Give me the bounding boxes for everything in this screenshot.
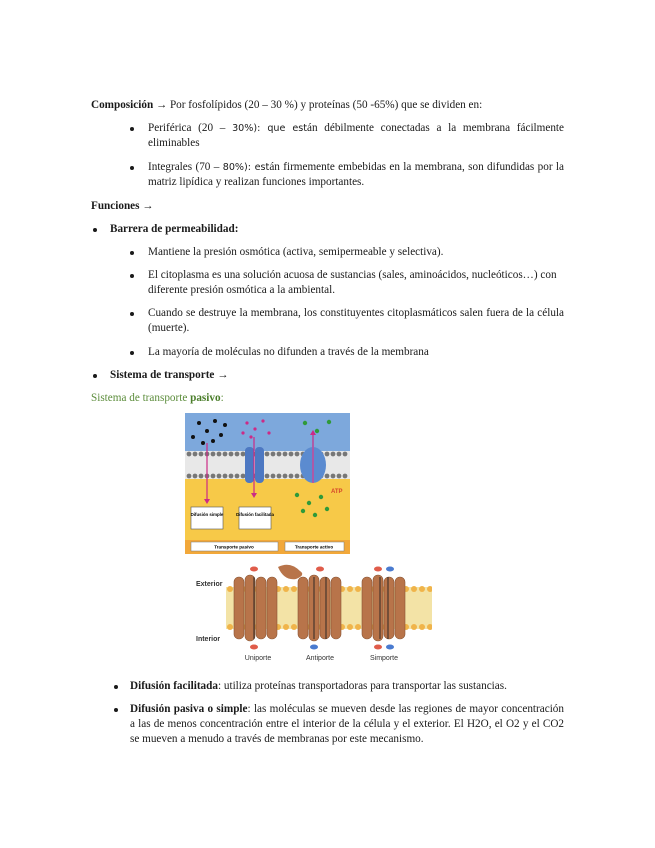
sistema-line xyxy=(110,368,228,383)
difusion-facilitada-text: : utiliza proteínas transportadoras para transportar las sustancias. xyxy=(217,680,507,692)
item-prefix: Periférica (20 – xyxy=(148,122,233,134)
difusion-pasiva-label: Difusión pasiva o simple xyxy=(130,703,248,715)
simporte-label: Simporte xyxy=(369,655,399,662)
barrera-label: Barrera de permeabilidad: xyxy=(110,223,239,235)
funciones-label: Funciones xyxy=(91,200,140,212)
bullet-icon xyxy=(93,374,97,378)
box-difusion-facilitada xyxy=(239,507,271,529)
difusion-facilitada-item xyxy=(130,679,564,694)
item-prefix: Integrales (70 – xyxy=(148,161,223,173)
bullet-icon xyxy=(93,228,97,232)
arrow-icon: → xyxy=(217,369,229,381)
interior-label: Interior xyxy=(196,636,221,643)
atp-label: ATP xyxy=(331,489,343,495)
box-difusion-simple-label: Difusión simple xyxy=(190,512,224,517)
barrera-item-4: La mayoría de moléculas no difunden a través de la membrana xyxy=(148,346,429,358)
transporte-pasivo-label: Transporte pasivo xyxy=(214,544,254,550)
transporte-activo-label: Transporte activo xyxy=(294,544,334,550)
bullet-icon xyxy=(130,274,134,278)
antiporte-label: Antiporte xyxy=(305,655,335,662)
list-item-integrales xyxy=(148,160,564,190)
bullet-icon xyxy=(130,166,134,170)
arrow-icon: → xyxy=(142,200,154,212)
transporter-figure xyxy=(196,563,432,665)
composicion-label: Composición xyxy=(91,99,154,111)
pasivo-prefix: Sistema de transporte xyxy=(91,392,191,404)
exterior-label: Exterior xyxy=(196,581,223,588)
bullet-icon xyxy=(130,351,134,355)
barrera-item-2: El citoplasma es una solución acuosa de sustancias (sales, aminoácidos, nucleóticos…) con diferente presión osmótica a la ambiental. xyxy=(148,269,557,296)
box-difusion-facilitada-label: Difusión facilitada xyxy=(236,512,274,517)
arrow-icon: → xyxy=(155,99,168,111)
sistema-label: Sistema de transporte xyxy=(110,369,215,381)
composicion-line xyxy=(91,98,571,113)
bullet-icon xyxy=(114,708,118,712)
box-difusion-simple xyxy=(191,507,223,529)
uniporte-label: Uniporte xyxy=(244,655,272,662)
item-rest: án firmemente embebidas en la membrana, son difundidas por la matriz lipídica y realizan funciones importantes. xyxy=(148,161,564,188)
pasivo-heading xyxy=(91,391,224,406)
exterior-region xyxy=(185,413,350,451)
difusion-facilitada-label: Difusión facilitada xyxy=(130,680,218,692)
pasivo-bold: pasivo xyxy=(190,392,221,404)
barrera-item-1: Mantiene la presión osmótica (activa, semipermeable y selectiva). xyxy=(148,246,444,258)
item-rest: án débilmente conectadas a la membrana fácilmente eliminables xyxy=(148,122,564,149)
barrera-item-3: Cuando se destruye la membrana, los constituyentes citoplasmáticos salen fuera de la célula (muerte). xyxy=(148,307,564,334)
difusion-pasiva-item xyxy=(130,702,564,747)
composicion-text: Por fosfolípidos (20 – 30 %) y proteínas (50 -65%) que se dividen en: xyxy=(167,99,483,111)
pasivo-suffix: : xyxy=(220,392,224,404)
item-mid: 80%): est xyxy=(222,162,270,173)
bullet-icon xyxy=(130,127,134,131)
difusion-pasiva-text: : las moléculas se mueven desde las regiones de mayor concentración a las de menos concentración entre el interior de la célula y el exterior. El H2O, el O2 y el CO2 se mueven a menudo a través de membranas por este mecanismo. xyxy=(130,703,564,745)
item-mid: 30%): que est xyxy=(232,123,308,134)
bullet-icon xyxy=(114,685,118,689)
bullet-icon xyxy=(130,312,134,316)
funciones-line xyxy=(91,199,153,214)
transport-figure xyxy=(185,413,350,554)
list-item-periferica xyxy=(148,121,564,151)
bullet-icon xyxy=(130,251,134,255)
